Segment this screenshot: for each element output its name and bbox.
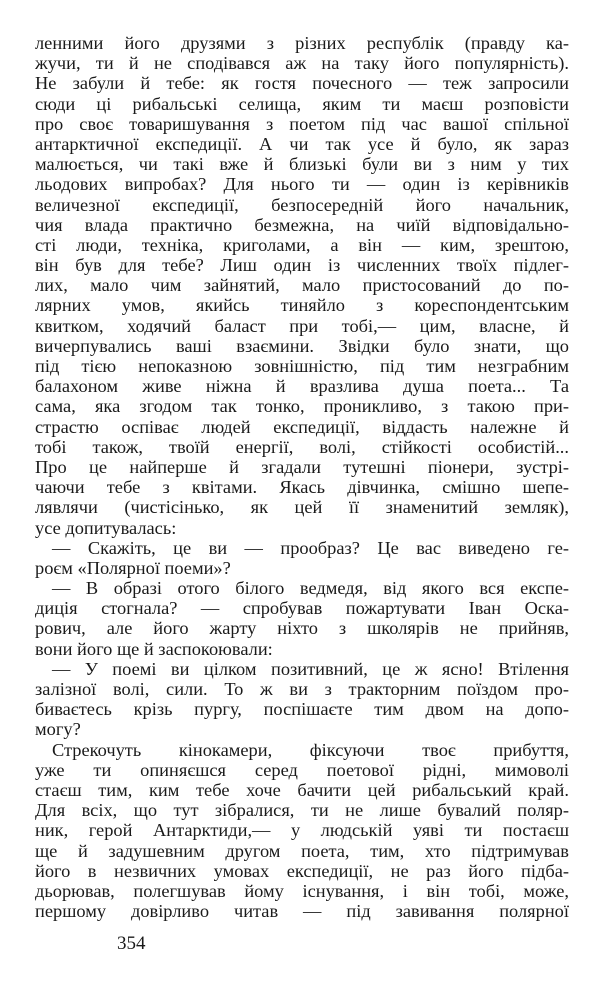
text-line: вони його ще й заспокоювали: — [35, 638, 273, 659]
text-line: дьорював, полегшував йому існування, і він тобі, може, — [35, 880, 569, 901]
text-line: Стрекочуть кінокамери, фіксуючи твоє прибуття, — [52, 739, 569, 760]
text-line: ще й задушевним другом поета, тим, хто підтримував — [35, 840, 569, 861]
text-line: сюди ці рибальські селища, яким ти маєш розповісти — [35, 93, 569, 114]
text-line: уже ти опиняєшся серед поетової рідні, мимоволі — [35, 759, 569, 780]
text-line: жучи, ти й не сподівався аж на таку його популярність). — [35, 53, 569, 74]
page-body-text — [35, 33, 569, 921]
text-line: під тією непоказною зовнішністю, під тим незграбним — [35, 356, 569, 376]
text-line: — В образі отого білого ведмедя, від якого вся експе- — [52, 578, 569, 599]
page-number: 354 — [117, 933, 146, 954]
text-line: чия влада практично безмежна, на чиїй відповідально- — [35, 214, 569, 235]
text-line: ленними його друзями з різних республік (правду ка- — [35, 33, 569, 53]
text-line: залізної волі, сили. То ж ви з тракторним поїздом про- — [35, 679, 569, 699]
text-line: антарктичної експедиції. А чи так усе й було, як зараз — [35, 133, 569, 154]
text-line: биваєтесь крізь пургу, поспішаєте тим двом на допо- — [35, 699, 569, 720]
text-line: сті люди, техніка, криголами, а він — ким, зрештою, — [35, 234, 569, 255]
text-line: сама, яка згодом так тонко, проникливо, з такою при- — [35, 396, 569, 417]
text-line: величезної експедиції, безпосередній його начальник, — [35, 194, 569, 215]
text-line: Не забули й тебе: як гостя почесного — теж запросили — [35, 73, 569, 94]
text-line: льодових випробах? Для нього ти — один із керівників — [35, 174, 569, 195]
text-line: усе допитувалась: — [35, 517, 177, 538]
text-line: рович, але його жарту ніхто з школярів не прийняв, — [35, 618, 569, 639]
text-line: малюється, чи такі вже й близькі були ви з ним у тих — [35, 154, 569, 175]
text-line: Для всіх, що тут зібралися, ти не лише бувалий поляр- — [35, 800, 569, 821]
text-line: могу? — [35, 719, 81, 740]
text-line: тобі також, твоїй енергії, волі, стійкості особистій... — [35, 436, 569, 457]
text-line: — Скажіть, це ви — прообраз? Це вас виведено ге- — [52, 537, 569, 558]
text-line: першому довірливо читав — під завивання полярної — [35, 901, 569, 922]
text-line: страстю оспіває людей експедиції, віддасть належне й — [35, 416, 569, 437]
text-line: вичерпувались ваші взаємини. Звідки було знати, що — [35, 335, 569, 356]
text-line: він був для тебе? Лиш один із численних твоїх підлег- — [35, 255, 569, 276]
text-line: його в незвичних умовах експедиції, не раз його підба- — [35, 860, 569, 881]
text-line: лярних умов, якийсь тиняйло з кореспондентським — [35, 295, 569, 316]
text-line: про своє товаришування з поетом під час вашої спільної — [35, 113, 569, 134]
text-line: балахоном живе ніжна й вразлива душа поета... Та — [35, 376, 569, 397]
text-line: ник, герой Антарктиди,— у людській уяві ти постаєш — [35, 820, 569, 841]
text-line: диція стогнала? — спробував пожартувати Іван Оска- — [35, 598, 569, 619]
text-line: лявлячи (чистісінько, як цей її знаменитий земляк), — [35, 497, 569, 518]
text-line: чаючи тебе з квітами. Якась дівчинка, смішно шепе- — [35, 477, 569, 498]
text-line: квитком, ходячий баласт при тобі,— цим, власне, й — [35, 315, 569, 336]
text-line: лих, мало чим зайнятий, мало пристосований до по- — [35, 275, 569, 296]
text-line: — У поемі ви цілком позитивний, це ж ясно! Втілення — [52, 658, 569, 679]
text-line: роєм «Полярної поеми»? — [35, 557, 231, 578]
text-line: Про це найперше й згадали тутешні піонери, зустрі- — [35, 456, 569, 477]
text-line: стаєш тим, ким тебе хоче бачити цей рибальський край. — [35, 779, 569, 800]
